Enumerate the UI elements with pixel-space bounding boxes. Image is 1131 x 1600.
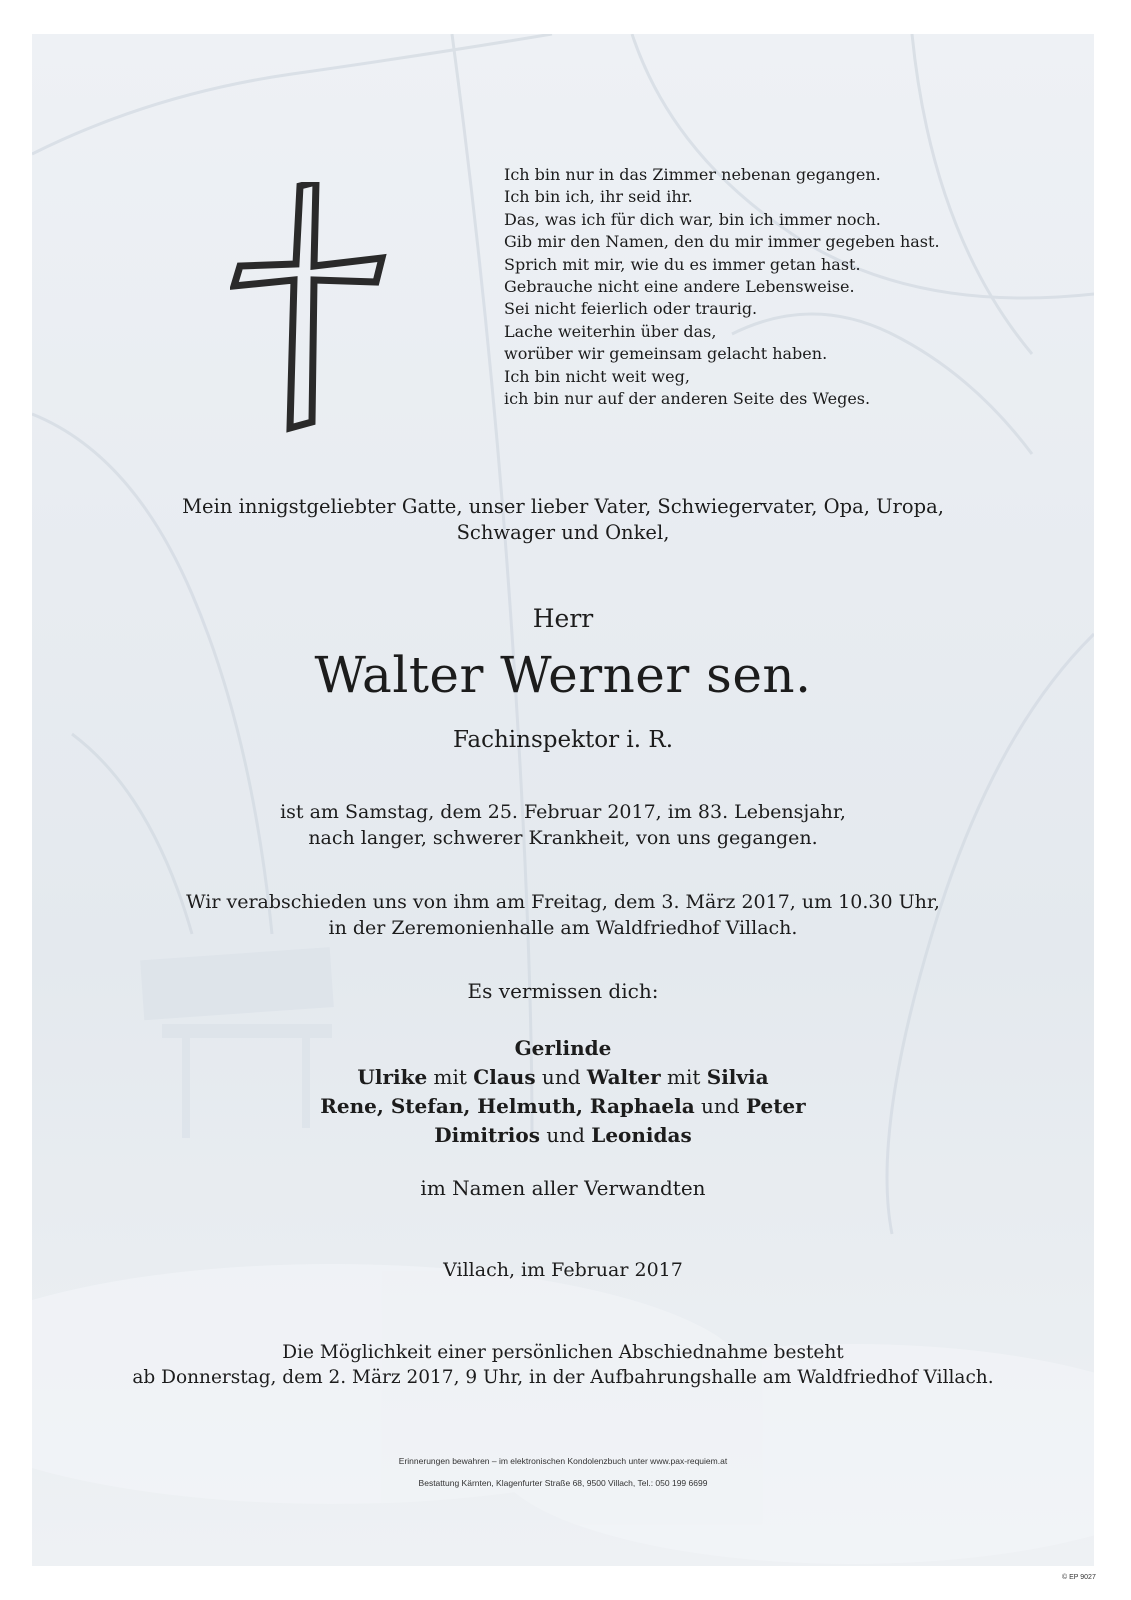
footer-line-2: Bestattung Kärnten, Klagenfurter Straße 68, 9500 Villach, Tel.: 050 199 6699 bbox=[418, 1478, 708, 1488]
mourner-name: Ulrike bbox=[357, 1065, 428, 1089]
mourners-row bbox=[32, 1092, 1094, 1121]
poem-line: Sei nicht feierlich oder traurig. bbox=[504, 299, 758, 319]
form-code: © EP 9027 bbox=[1062, 1574, 1096, 1581]
viewing-line-2: ab Donnerstag, dem 2. März 2017, 9 Uhr, in der Aufbahrungshalle am Waldfriedhof Villach. bbox=[132, 1367, 994, 1388]
obituary-sheet bbox=[32, 34, 1094, 1566]
conjunction: mit bbox=[660, 1065, 707, 1089]
mourners-row bbox=[32, 1034, 1094, 1063]
poem bbox=[504, 164, 1064, 410]
viewing-line-1: Die Möglichkeit einer persönlichen Abschiednahme besteht bbox=[282, 1342, 844, 1363]
poem-line: Ich bin ich, ihr seid ihr. bbox=[504, 187, 693, 207]
intro-text bbox=[32, 494, 1094, 546]
farewell-line-2: in der Zeremonienhalle am Waldfriedhof Villach. bbox=[328, 917, 798, 939]
death-notice bbox=[32, 799, 1094, 851]
mourners-row bbox=[32, 1121, 1094, 1150]
conjunction: und bbox=[535, 1065, 587, 1089]
poem-line: Sprich mit mir, wie du es immer getan hast. bbox=[504, 254, 861, 274]
deceased-name: Walter Werner sen. bbox=[314, 646, 812, 704]
poem-line: worüber wir gemeinsam gelacht haben. bbox=[504, 344, 828, 364]
mourner-name: Walter bbox=[586, 1065, 661, 1089]
conjunction: mit bbox=[427, 1065, 474, 1089]
conjunction: und bbox=[539, 1123, 592, 1147]
poem-line: Gebrauche nicht eine andere Lebensweise. bbox=[504, 277, 855, 297]
conjunction: und bbox=[694, 1094, 746, 1118]
death-notice-line-2: nach langer, schwerer Krankheit, von uns gegangen. bbox=[308, 827, 818, 849]
cross-icon bbox=[230, 182, 390, 442]
mourner-name: Peter bbox=[745, 1094, 806, 1118]
intro-line-1: Mein innigstgeliebter Gatte, unser lieber Vater, Schwiegervater, Opa, Uropa, bbox=[182, 495, 944, 518]
poem-line: Ich bin nicht weit weg, bbox=[504, 366, 690, 386]
footer-line-1: Erinnerungen bewahren – im elektronischen Kondolenzbuch unter www.pax-requiem.at bbox=[398, 1456, 728, 1466]
mourners-list bbox=[32, 1034, 1094, 1150]
salutation: Herr bbox=[532, 604, 594, 633]
mourner-name: Gerlinde bbox=[514, 1036, 612, 1060]
poem-line: Lache weiterhin über das, bbox=[504, 321, 717, 341]
mourner-name: Dimitrios bbox=[434, 1123, 540, 1147]
farewell-line-1: Wir verabschieden uns von ihm am Freitag, dem 3. März 2017, um 10.30 Uhr, bbox=[186, 891, 940, 913]
poem-line: ich bin nur auf der anderen Seite des Weges. bbox=[504, 389, 871, 409]
deceased-title: Fachinspektor i. R. bbox=[452, 727, 674, 753]
mourner-name: Claus bbox=[473, 1065, 536, 1089]
intro-line-2: Schwager und Onkel, bbox=[456, 521, 670, 544]
poem-line: Das, was ich für dich war, bin ich immer noch. bbox=[504, 209, 881, 229]
mourner-name: Silvia bbox=[706, 1065, 769, 1089]
mourner-name: Leonidas bbox=[591, 1123, 692, 1147]
poem-line: Gib mir den Namen, den du mir immer gegeben hast. bbox=[504, 232, 940, 252]
mourner-name: Rene, Stefan, Helmuth, Raphaela bbox=[320, 1094, 695, 1118]
relatives-line: im Namen aller Verwandten bbox=[420, 1176, 706, 1200]
mourners-row bbox=[32, 1063, 1094, 1092]
farewell-notice bbox=[32, 889, 1094, 941]
viewing-notice bbox=[32, 1340, 1094, 1390]
death-notice-line-1: ist am Samstag, dem 25. Februar 2017, im 83. Lebensjahr, bbox=[280, 801, 846, 823]
mourners-heading: Es vermissen dich: bbox=[467, 979, 659, 1003]
place-date: Villach, im Februar 2017 bbox=[443, 1259, 683, 1281]
poem-line: Ich bin nur in das Zimmer nebenan gegangen. bbox=[504, 165, 881, 184]
